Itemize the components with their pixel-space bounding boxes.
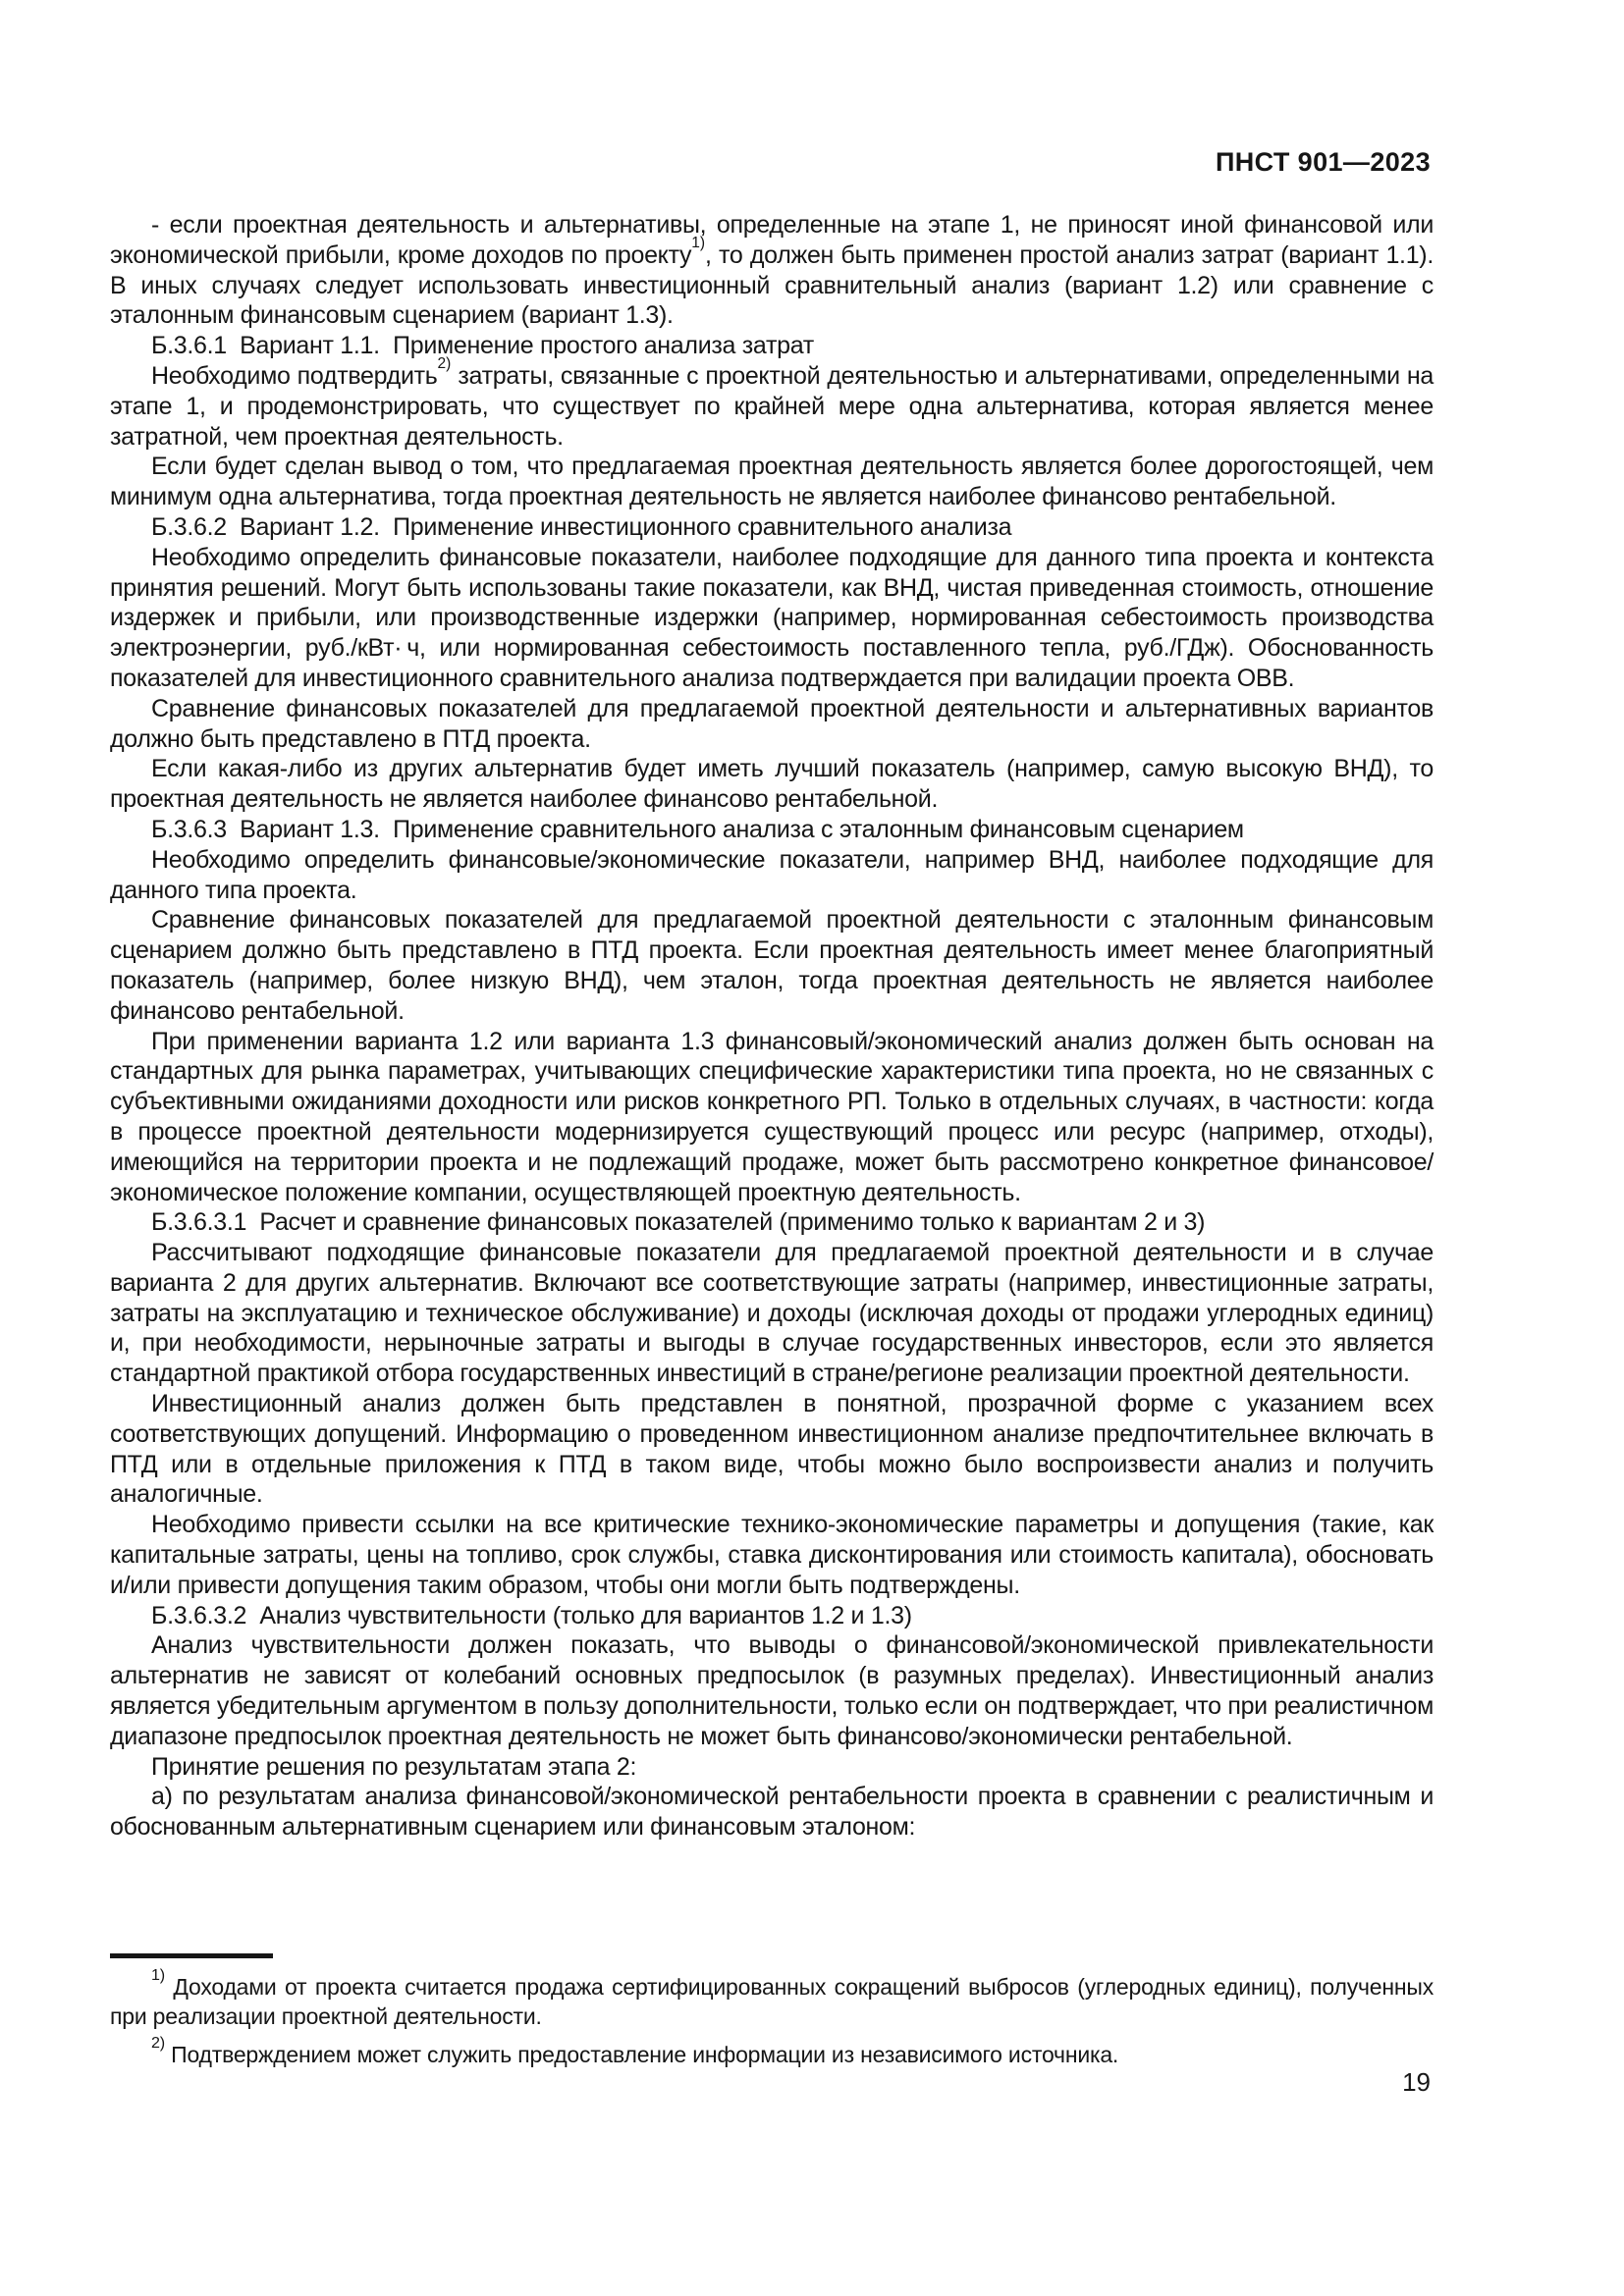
paragraph: а) по результатам анализа финансовой/экономической рентабельности проекта в сравнении с реалистичным и обоснованным альтернативным сценарием или финансовым эталоном:	[110, 1783, 1434, 1842]
paragraph: Принятие решения по результатам этапа 2:	[151, 1752, 637, 1781]
paragraph: Необходимо привести ссылки на все критические технико-экономические параметры и допущения (такие, как капитальные затраты, цены на топливо, срок службы, ставка дисконтирования или стоимость капитала), обосновать и/или привести допущения таким образом, чтобы они могли быть подтверждены.	[110, 1511, 1434, 1599]
paragraph: Инвестиционный анализ должен быть представлен в понятной, прозрачной форме с указанием всех соответствующих допущений. Информацию о проведенном инвестиционном анализе предпочтительнее включать в ПТД или в отдельные приложения к ПТД в таком виде, чтобы можно было воспроизвести анализ и получить аналогичные.	[110, 1390, 1434, 1509]
paragraph: Анализ чувствительности должен показать, что выводы о финансовой/экономической привлекательности альтернатив не зависят от колебаний основных предпосылок (в разумных пределах). Инвестиционный анализ является убедительным аргументом в пользу дополнительности, только если он подтверждает, что при реалистичном диапазоне предпосылок проектная деятельность не может быть финансово/экономически рентабельной.	[110, 1631, 1434, 1750]
section-heading: Б.3.6.1 Вариант 1.1. Применение простого анализа затрат	[151, 332, 814, 360]
paragraph: При применении варианта 1.2 или варианта 1.3 финансовый/экономический анализ должен быть основан на стандартных для рынка параметрах, учитывающих специфические характеристики типа проекта, но не связанных с субъективными ожиданиями доходности или рисков конкретного РП. Только в отдельных случаях, в частности: когда в процессе проектной деятельности модернизируется существующий процесс или ресурс (например, отходы), имеющийся на территории проекта и не подлежащий продаже, может быть рассмотрено конкретное финансовое/экономическое положение компании, осуществляющей проектную деятельность.	[110, 1027, 1434, 1206]
section-heading: Б.3.6.3.2 Анализ чувствительности (только для вариантов 1.2 и 1.3)	[151, 1601, 912, 1629]
section-heading: Б.3.6.3 Вариант 1.3. Применение сравнительного анализа с эталонным финансовым сценарием	[151, 815, 1244, 843]
paragraph: Необходимо определить финансовые/экономические показатели, например ВНД, наиболее подходящие для данного типа проекта.	[110, 845, 1434, 904]
footnote-list	[110, 1965, 1434, 2069]
paragraph: Если какая-либо из других альтернатив будет иметь лучший показатель (например, самую высокую ВНД), то проектная деятельность не является наиболее финансово рентабельной.	[110, 755, 1434, 814]
footnote: $^{1)}$ Доходами от проекта считается продажа сертифицированных сокращений выбросов (углеродных единиц), полученных при реализации проектной деятельности.	[110, 1965, 1434, 2029]
paragraph: Сравнение финансовых показателей для предлагаемой проектной деятельности с эталонным финансовым сценарием должно быть представлено в ПТД проекта. Если проектная деятельность имеет менее благоприятный показатель (например, более низкую ВНД), чем эталон, тогда проектная деятельность не является наиболее финансово рентабельной.	[110, 906, 1434, 1025]
running-header: ПНСТ 901—2023	[1215, 147, 1431, 177]
paragraph: Если будет сделан вывод о том, что предлагаемая проектная деятельность является более дорогостоящей, чем минимум одна альтернатива, тогда проектная деятельность не является наиболее финансово рентабельной.	[110, 453, 1434, 511]
section-heading: Б.3.6.2 Вариант 1.2. Применение инвестиционного сравнительного анализа	[151, 512, 1012, 541]
paragraph: Необходимо подтвердить$^{2)}$ затраты, связанные с проектной деятельностью и альтернативами, определенными на этапе 1, и продемонстрировать, что существует по крайней мере одна альтернатива, которая является менее затратной, чем проектная деятельность.	[110, 354, 1434, 451]
footnote: $^{2)}$ Подтверждением может служить предоставление информации из независимого источника.	[151, 2033, 1119, 2067]
paragraph: Сравнение финансовых показателей для предлагаемой проектной деятельности и альтернативных вариантов должно быть представлено в ПТД проекта.	[110, 694, 1434, 753]
paragraph: - если проектная деятельность и альтернативы, определенные на этапе 1, не приносят иной финансовой или экономической прибыли, кроме доходов по проекту$^{1)}$, то должен быть применен простой анализ затрат (вариант 1.1). В иных случаях следует использовать инвестиционный сравнительный анализ (вариант 1.2) или сравнение с эталонным финансовым сценарием (вариант 1.3).	[110, 211, 1434, 330]
footnote-area	[110, 1953, 1434, 2069]
footnote-marker: 1)	[151, 1965, 165, 1984]
footnote-marker: 2)	[151, 2033, 165, 2052]
paragraph: Необходимо определить финансовые показатели, наиболее подходящие для данного типа проекта и контекста принятия решений. Могут быть использованы такие показатели, как ВНД, чистая приведенная стоимость, отношение издержек и прибыли, или производственные издержки (например, нормированная себестоимость производства электроэнергии, руб./кВт· ч, или нормированная себестоимость поставленного тепла, руб./ГДж). Обоснованность показателей для инвестиционного сравнительного анализа подтверждается при валидации проекта ОВВ.	[110, 543, 1434, 692]
section-heading: Б.3.6.3.1 Расчет и сравнение финансовых показателей (применимо только к вариантам 2 и 3)	[151, 1208, 1206, 1237]
footnote-ref-superscript: 1)	[691, 234, 706, 251]
page-number: 19	[1402, 2067, 1431, 2097]
paragraph: Рассчитывают подходящие финансовые показатели для предлагаемой проектной деятельности и в случае варианта 2 для других альтернатив. Включают все соответствующие затраты (например, инвестиционные затраты, затраты на эксплуатацию и техническое обслуживание) и доходы (исключая доходы от продажи углеродных единиц) и, при необходимости, нерыночные затраты и выгоды в случае государственных инвесторов, если это является стандартной практикой отбора государственных инвестиций в стране/регионе реализации проектной деятельности.	[110, 1239, 1434, 1388]
footnote-separator-rule	[110, 1953, 273, 1958]
document-body	[110, 210, 1434, 1842]
footnote-ref-superscript: 2)	[437, 354, 452, 372]
